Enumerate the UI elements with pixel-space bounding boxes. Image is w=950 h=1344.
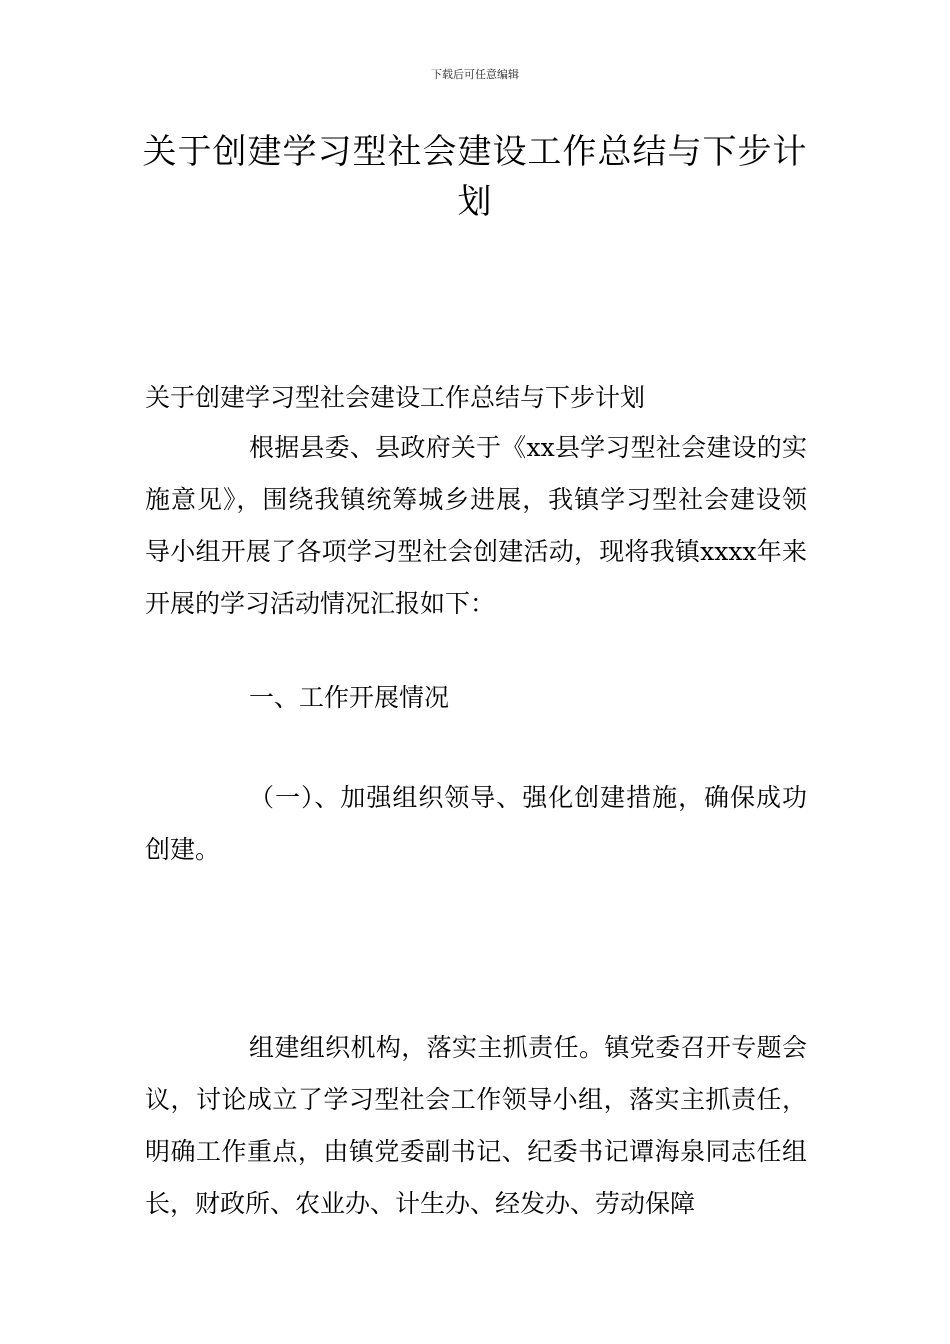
- header-note: 下载后可任意编辑: [431, 68, 519, 81]
- body-paragraph: 组建组织机构，落实主抓责任。镇党委召开专题会议，讨论成立了学习型社会工作领导小组，落实主抓责任，明确工作重点，由镇党委副书记、纪委书记谭海泉同志任组长，财政所、农业办、计生办、经发办、劳动保障: [145, 1033, 807, 1218]
- section-heading: 一、工作开展情况: [249, 683, 450, 712]
- document-subtitle: 关于创建学习型社会建设工作总结与下步计划: [145, 383, 646, 412]
- subsection-heading: （一）、加强组织领导、强化创建措施，确保成功创建。: [145, 783, 807, 864]
- document-title: 关于创建学习型社会建设工作总结与下步计划: [142, 132, 808, 222]
- intro-paragraph: 根据县委、县政府关于《xx县学习型社会建设的实施意见》，围绕我镇统筹城乡进展，我镇学习型社会建设领导小组开展了各项学习型社会创建活动，现将我镇xxxx年来开展的学习活动情况汇报如下：: [145, 433, 807, 618]
